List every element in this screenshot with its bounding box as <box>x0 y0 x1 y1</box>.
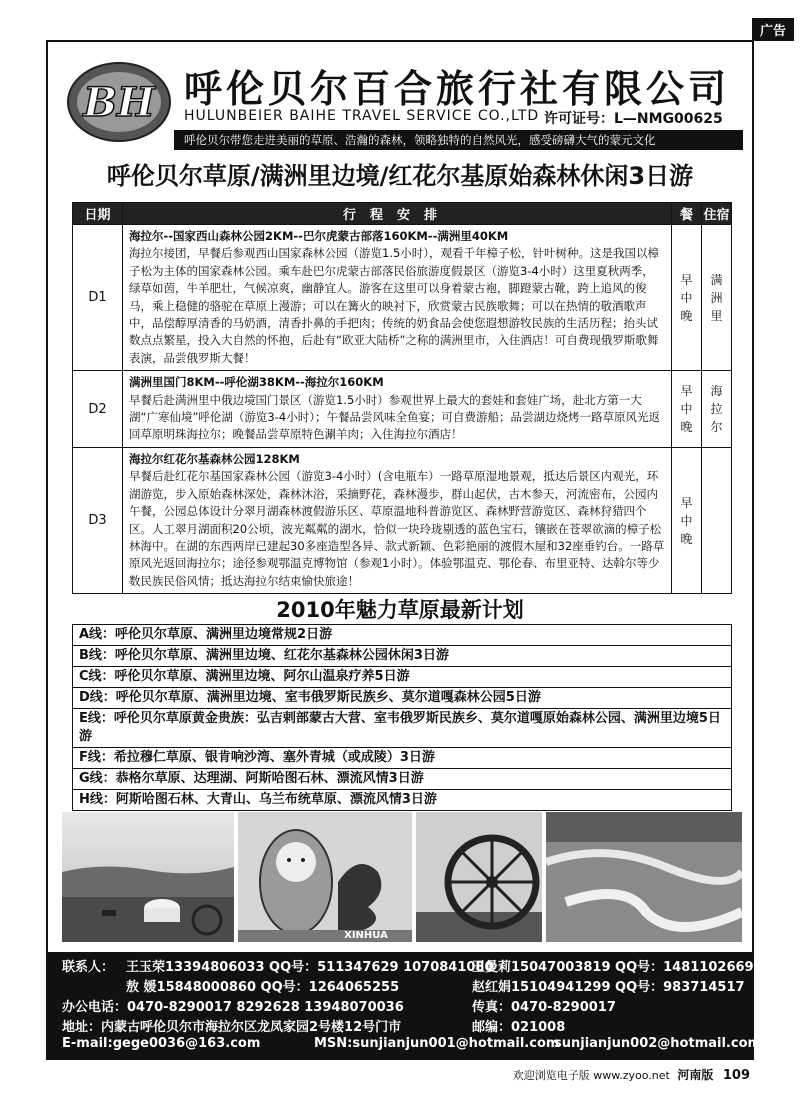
postcode: 邮编：021008 <box>472 1020 566 1035</box>
stay-cell <box>702 371 732 448</box>
main-title: 呼伦贝尔草原/满洲里边境/红花尔基原始森林休闲3日游 <box>106 162 694 190</box>
meal-cell <box>672 447 702 593</box>
route-text: 海拉尔--国家西山森林公园2KM--巴尔虎蒙古部落160KM--满洲里40KM <box>129 229 509 243</box>
list-item <box>73 646 732 667</box>
stay-text: 满洲里 <box>710 272 723 323</box>
plan-line-e: E线：呼伦贝尔草原黄金贵族：弘吉剌部蒙古大营、室韦俄罗斯民族乡、莫尔道嘎原始森林公园、满洲里边境5日游 <box>73 709 732 748</box>
list-item <box>73 790 732 811</box>
meal-cell <box>672 225 702 371</box>
header <box>66 50 741 150</box>
meal-text: 早中晚 <box>680 384 693 435</box>
contact-label: 联系人： <box>62 960 115 975</box>
header-day: 日期 <box>73 203 123 225</box>
list-item <box>73 748 732 769</box>
stay-text: 海拉尔 <box>710 384 723 435</box>
page-number: 109 <box>722 1068 750 1083</box>
list-item <box>73 709 732 748</box>
plan-cell <box>123 225 672 371</box>
list-item <box>73 625 732 646</box>
msn-2[interactable]: sunjianjun002@hotmail.com <box>554 1036 762 1051</box>
plans-title: 2010年魅力草原最新计划 <box>276 598 524 622</box>
stay-cell <box>702 447 732 593</box>
stay-cell <box>702 225 732 371</box>
meal-text: 早中晚 <box>680 495 693 546</box>
slogan-bar: 呼伦贝尔带您走进美丽的草原、浩瀚的森林，领略独特的自然风光，感受磅礴大气的蒙元文化 <box>174 130 743 150</box>
matryoshka-square-photo <box>238 812 412 942</box>
grassland-yurt-photo <box>62 812 234 942</box>
plan-line-h: H线：阿斯哈图石林、大青山、乌兰布统草原、漂流风情3日游 <box>73 790 732 811</box>
fax: 传真：0470-8290017 <box>472 1000 616 1015</box>
table-row <box>73 371 732 448</box>
photo-strip <box>62 812 742 942</box>
plan-text: 早餐后赴满洲里中俄边境国门景区（游览1.5小时）参观世界上最大的套娃和套娃广场，赴北方第一大湖“广寒仙境”呼伦湖（游览3-4小时）；午餐品尝风味全鱼宴；可自费游船；品尝湖边烧烤一路草原风光返回草原明珠海拉尔；晚餐品尝草原特色涮羊肉；入住海拉尔酒店！ <box>129 392 660 442</box>
email[interactable]: E-mail:gege0036@163.com <box>62 1036 261 1051</box>
plans-list <box>72 624 732 811</box>
plan-line-b: B线：呼伦贝尔草原、满洲里边境、红花尔基森林公园休闲3日游 <box>73 646 732 667</box>
header-stay: 住宿 <box>702 203 732 225</box>
header-meal: 餐 <box>672 203 702 225</box>
footer-edition: 河南版 <box>677 1068 714 1082</box>
ad-tag: 广告 <box>752 18 794 41</box>
plan-line-f: F线：希拉穆仁草原、银肯响沙湾、塞外青城（或成陵）3日游 <box>73 748 732 769</box>
river-meander-photo <box>546 812 742 942</box>
list-item <box>73 688 732 709</box>
contact-4: 赵红娟15104941299 QQ号：983714517 <box>472 980 745 995</box>
day-cell: D3 <box>73 447 123 593</box>
meal-cell <box>672 371 702 448</box>
plan-cell <box>123 447 672 593</box>
list-item <box>73 769 732 790</box>
logo-text: BH <box>83 79 155 126</box>
company-name-en: HULUNBEIER BAIHE TRAVEL SERVICE CO.,LTD <box>184 108 540 124</box>
itinerary-table <box>72 202 732 594</box>
contact-3: 敖 媛15848000860 QQ号：1264065255 <box>126 980 400 995</box>
day-cell: D1 <box>73 225 123 371</box>
advertisement-frame <box>46 40 762 1060</box>
contact-2: 王曼莉15047003819 QQ号：1481102669 <box>472 960 754 975</box>
msn-1[interactable]: MSN:sunjianjun001@hotmail.com <box>314 1036 560 1051</box>
plan-text: 海拉尔接团，早餐后参观西山国家森林公园（游览1.5小时），观看千年樟子松，针叶树种。这是我国以樟子松为主体的国家森林公园。乘车赴巴尔虎蒙古部落民俗旅游度假景区（游览3-4小时）这里夏秋两季，绿草如茵，牛羊肥壮，气候凉爽，幽静宜人。游客在这里可以身着蒙古袍，脚蹬蒙古靴，跨上追风的俊马，乘上稳健的骆驼在草原上漫游；可以在篝火的映衬下，欣赏蒙古民族歌舞；可以在热情的敬酒歌声中，品偿醇厚清香的马奶酒，清香扑鼻的手把肉；传统的奶食品会使您遐想游牧民族的生活历程；抬头试数点点繁星，投入大自然的怀抱，后赴有“欧亚大陆桥”之称的满洲里市，入住酒店！可自费现俄罗斯歌舞表演，品尝俄罗斯大餐！ <box>129 246 660 365</box>
table-row <box>73 447 732 593</box>
plan-text: 早餐后赴红花尔基国家森林公园（游览3-4小时）(含电瓶车）一路草原湿地景观，抵达后景区内观光，环湖游览，步入原始森林深处，森林沐浴，采摘野花，森林漫步，群山起伏，古木参天，河流密布，公园内午餐，公园总体设计分翠月湖森林渡假游乐区、草原温地科普游览区、森林野营游览区、森林狩猎四个区。人工翠月湖面积20公顷，波光粼粼的湖水，恰似一块玲珑剔透的蓝色宝石，镶嵌在苍翠欲滴的樟子松林海中。在湖的东西两岸已建起30多座造型各异、款式新颖、色彩艳丽的渡假木屋和32座垂钓台。一路草原风光返回海拉尔；途径参观鄂温克博物馆（参观1小时）。体验鄂温克、鄂伦春、布里亚特、达斡尔等少数民族民俗风情；抵达海拉尔结束愉快旅途！ <box>129 469 665 588</box>
license-number: 许可证号：L—NMG00625 <box>544 111 723 127</box>
cart-wheel-photo <box>416 812 542 942</box>
contact-block <box>48 952 762 1058</box>
route-text: 满洲里国门8KM--呼伦湖38KM--海拉尔160KM <box>129 375 384 390</box>
xinhua-watermark: XINHUA <box>344 930 388 941</box>
company-name-cn: 呼伦贝尔百合旅行社有限公司 <box>184 66 731 111</box>
day-cell: D2 <box>73 371 123 448</box>
company-logo <box>66 60 172 144</box>
plan-line-g: G线：恭格尔草原、达理湖、阿斯哈图石林、漂流风情3日游 <box>73 769 732 790</box>
plan-line-a: A线：呼伦贝尔草原、满洲里边境常规2日游 <box>73 625 732 646</box>
header-plan: 行程安排 <box>123 203 672 225</box>
meal-text: 早中晚 <box>680 272 693 323</box>
plan-line-c: C线：呼伦贝尔草原、满洲里边境、阿尔山温泉疗养5日游 <box>73 667 732 688</box>
route-text: 海拉尔红花尔基森林公园128KM <box>129 451 300 466</box>
plan-line-d: D线：呼伦贝尔草原、满洲里边境、室韦俄罗斯民族乡、莫尔道嘎森林公园5日游 <box>73 688 732 709</box>
contact-1: 王玉荣13394806033 QQ号：511347629 1070841080 <box>126 960 494 975</box>
footer-welcome: 欢迎浏览电子版 www.zyoo.net <box>512 1069 670 1082</box>
list-item <box>73 667 732 688</box>
page-footer <box>513 1066 750 1083</box>
office-phone: 办公电话：0470-8290017 8292628 13948070036 <box>62 1000 404 1015</box>
address: 地址：内蒙古呼伦贝尔市海拉尔区龙凤家园2号楼12号门市 <box>62 1020 402 1035</box>
table-row <box>73 225 732 371</box>
plan-cell <box>123 371 672 448</box>
